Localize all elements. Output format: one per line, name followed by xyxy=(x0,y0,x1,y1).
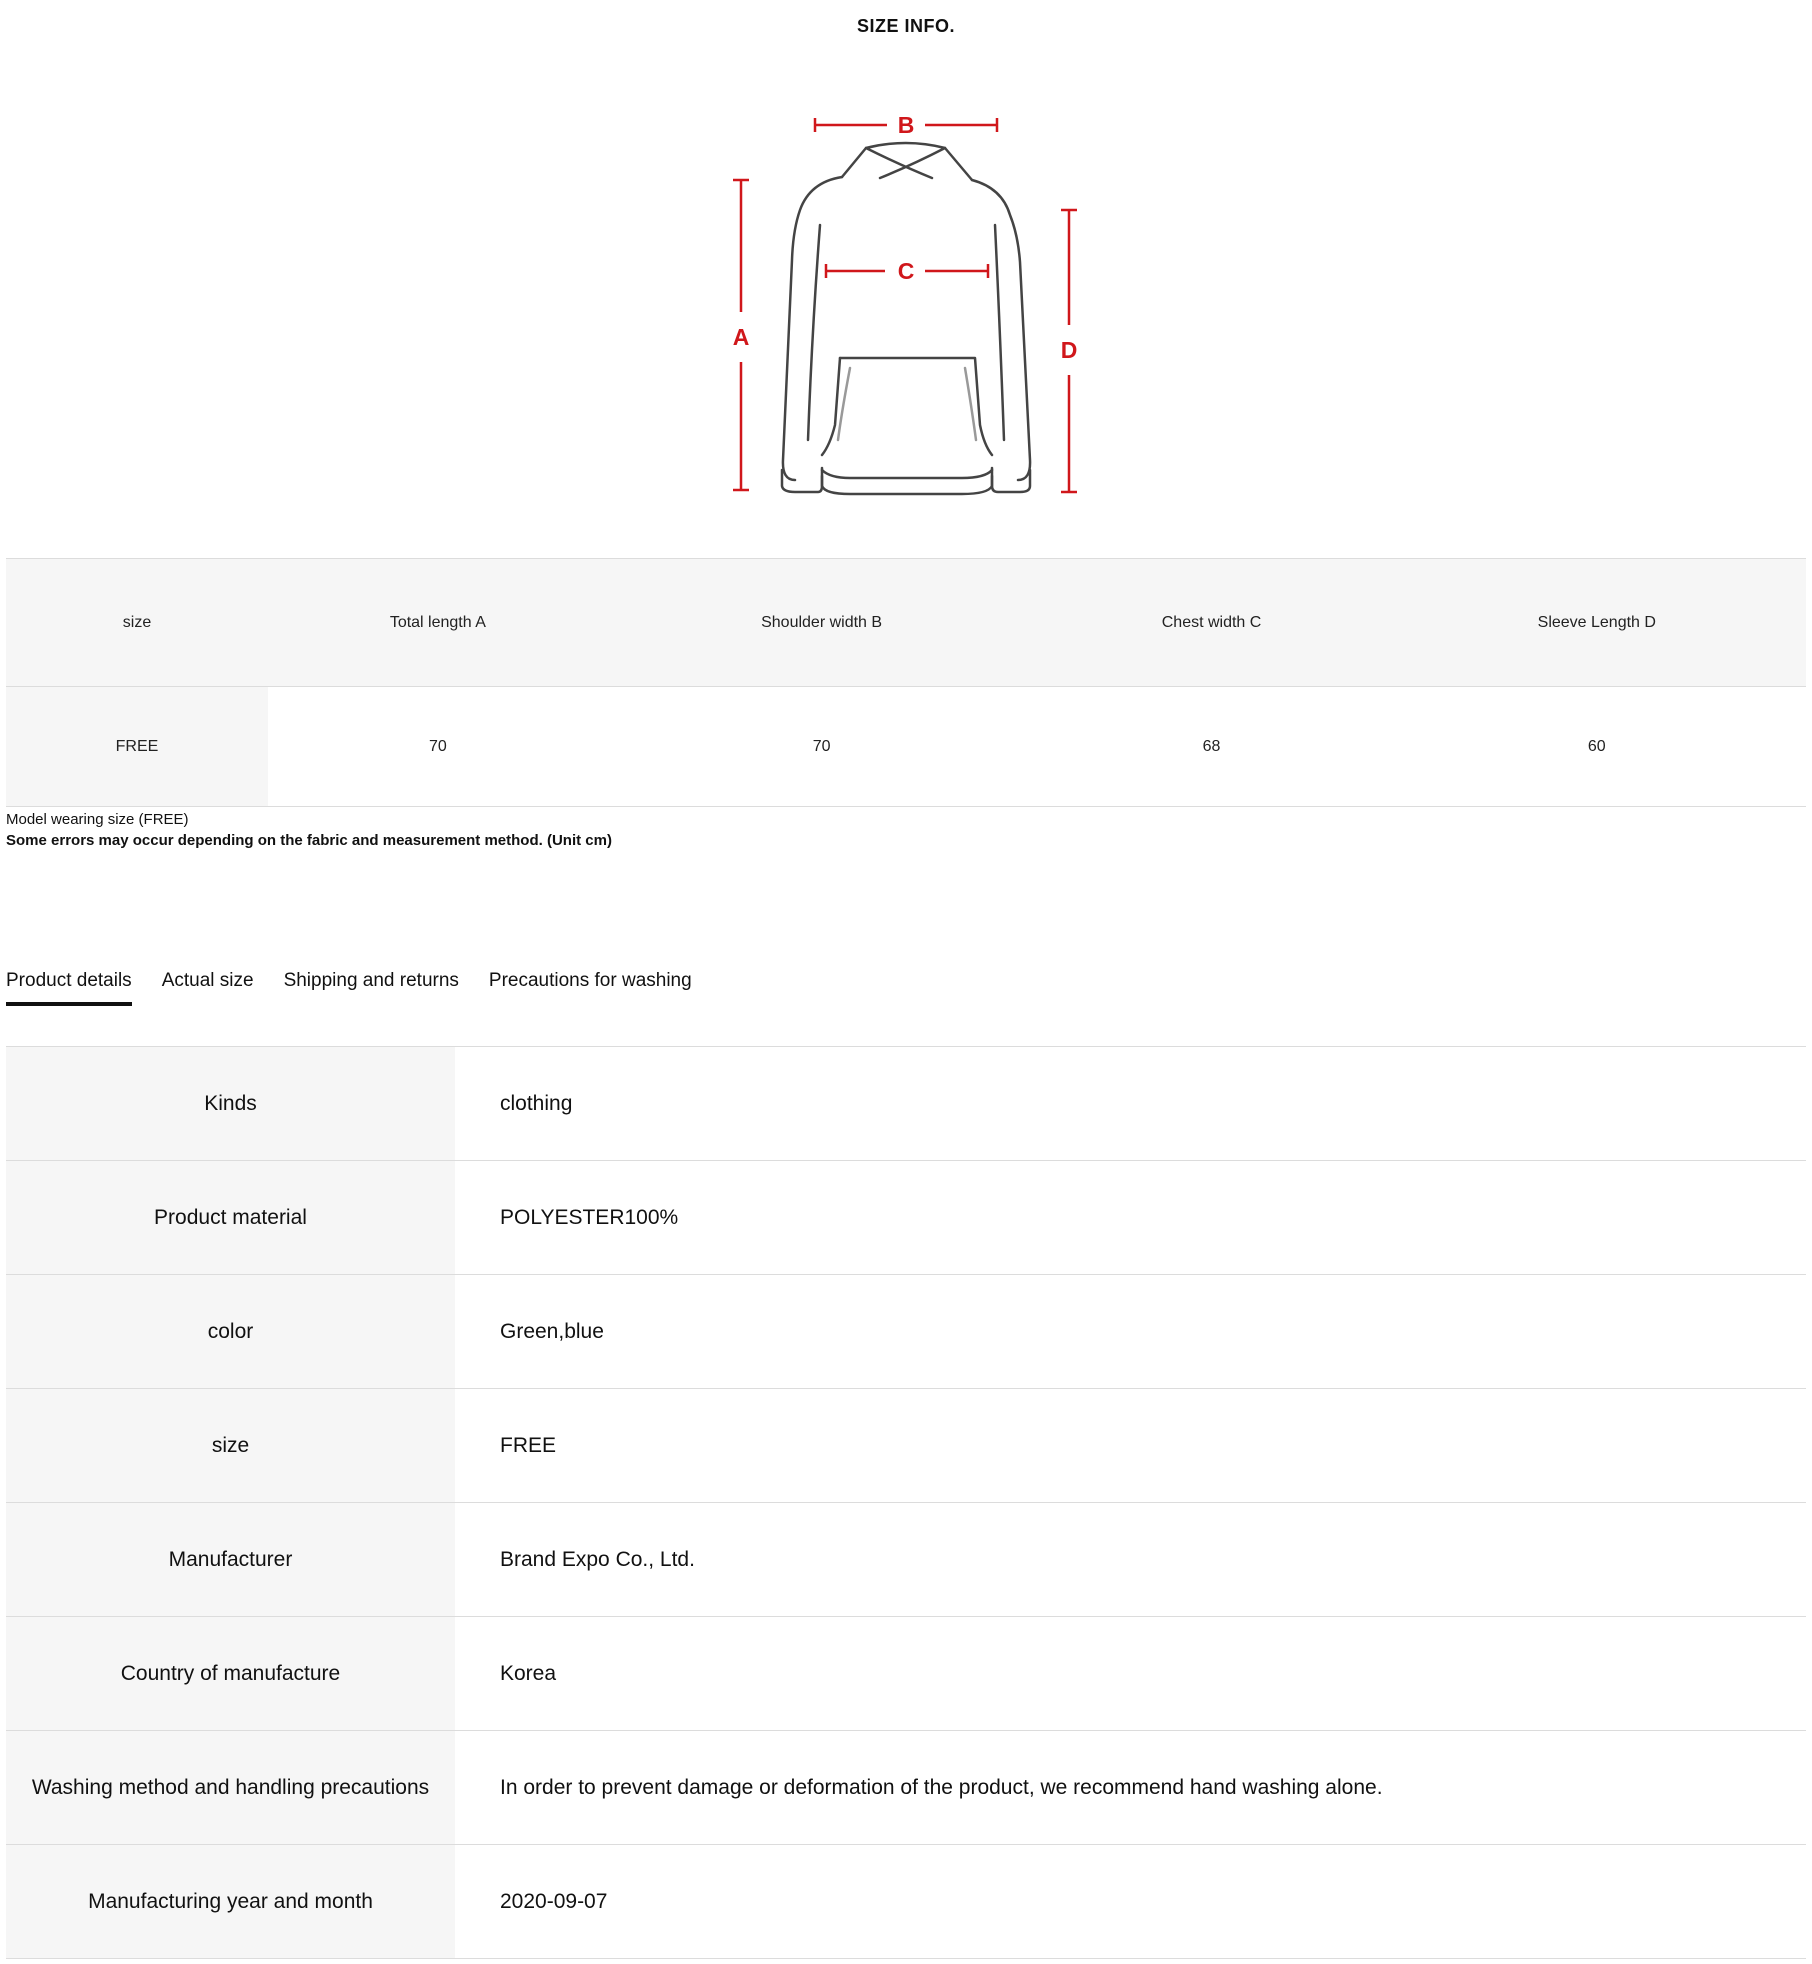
table-row xyxy=(6,1617,1806,1731)
chest-width-col-header: Chest width C xyxy=(1161,613,1262,631)
detail-label: Kinds xyxy=(6,1047,455,1161)
detail-label: size xyxy=(6,1389,455,1503)
table-row xyxy=(6,1503,1806,1617)
total-length-cell: 70 xyxy=(428,737,447,755)
table-row xyxy=(6,1275,1806,1389)
tab-actual-size[interactable]: Actual size xyxy=(161,970,254,991)
detail-label: Country of manufacture xyxy=(6,1617,455,1731)
detail-label: Manufacturer xyxy=(6,1503,455,1617)
hoodie-size-diagram xyxy=(0,0,1812,540)
table-row xyxy=(6,1161,1806,1275)
sleeve-length-cell: 60 xyxy=(1587,737,1606,755)
size-table-header-row xyxy=(6,559,1806,687)
chest-width-cell: 68 xyxy=(1202,737,1221,755)
tab-product-details[interactable]: Product details xyxy=(6,970,132,1006)
label-a: A xyxy=(732,324,750,350)
table-row xyxy=(6,1845,1806,1959)
shoulder-width-cell: 70 xyxy=(812,737,831,755)
size-cell: FREE xyxy=(6,687,268,807)
detail-value: 2020-09-07 xyxy=(500,1889,608,1913)
detail-value: FREE xyxy=(500,1433,557,1457)
detail-value: Green,blue xyxy=(500,1319,604,1343)
detail-tabs xyxy=(6,970,692,1006)
detail-value: clothing xyxy=(500,1091,573,1115)
size-table xyxy=(6,558,1806,807)
sleeve-length-col-header: Sleeve Length D xyxy=(1537,613,1656,631)
product-details-table xyxy=(6,1046,1806,1959)
detail-label: color xyxy=(6,1275,455,1389)
detail-label: Product material xyxy=(6,1161,455,1275)
table-row xyxy=(6,687,1806,807)
shoulder-width-col-header: Shoulder width B xyxy=(761,613,883,631)
detail-label: Washing method and handling precautions xyxy=(6,1731,455,1845)
table-row xyxy=(6,1389,1806,1503)
table-row xyxy=(6,1047,1806,1161)
tab-shipping-and-returns[interactable]: Shipping and returns xyxy=(283,970,459,991)
label-b: B xyxy=(897,112,915,138)
size-info-title: SIZE INFO. xyxy=(856,16,955,36)
hoodie-illustration xyxy=(782,143,1030,494)
size-col-header: size xyxy=(122,613,152,631)
measurement-error-note: Some errors may occur depending on the fabric and measurement method. (Unit cm) xyxy=(6,832,612,849)
total-length-col-header: Total length A xyxy=(389,613,486,631)
detail-value: In order to prevent damage or deformation of the product, we recommend hand washing alone. xyxy=(500,1775,1383,1799)
detail-value: POLYESTER100% xyxy=(500,1205,679,1229)
label-c: C xyxy=(897,258,915,284)
model-size-note: Model wearing size (FREE) xyxy=(6,811,189,828)
label-d: D xyxy=(1060,337,1078,363)
detail-value: Korea xyxy=(500,1661,557,1685)
table-row xyxy=(6,1731,1806,1845)
tab-precautions-for-washing[interactable]: Precautions for washing xyxy=(488,970,692,991)
detail-label: Manufacturing year and month xyxy=(6,1845,455,1959)
detail-value: Brand Expo Co., Ltd. xyxy=(500,1547,695,1571)
